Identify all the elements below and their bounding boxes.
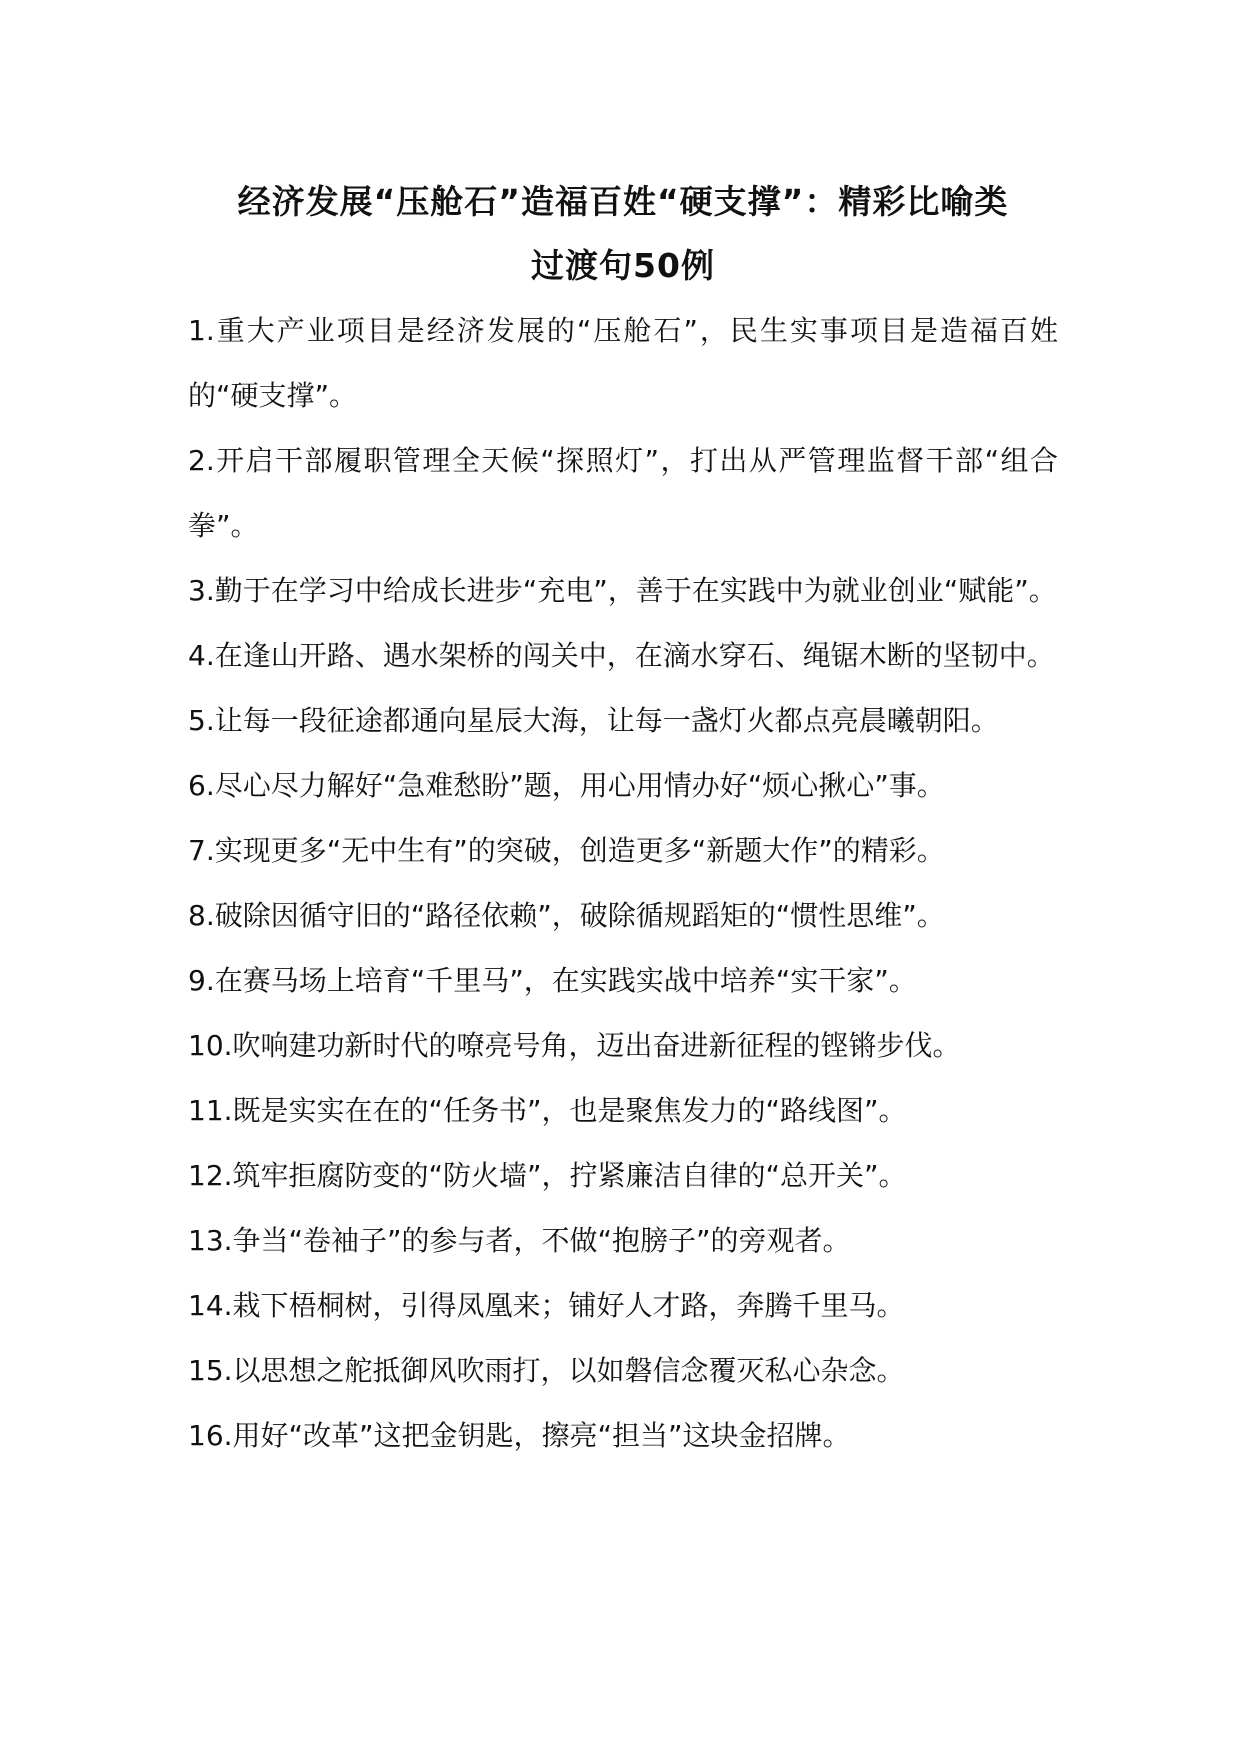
list-item: 4.在逢山开路、遇水架桥的闯关中，在滴水穿石、绳锯木断的坚韧中。 [188,639,1055,672]
document-title [188,170,1058,298]
list-item: 7.实现更多“无中生有”的突破，创造更多“新题大作”的精彩。 [188,834,945,867]
list-item: 14.栽下梧桐树，引得凤凰来；铺好人才路，奔腾千里马。 [188,1289,905,1322]
title-line-2: 过渡句50例 [531,246,715,285]
list-item: 16.用好“改革”这把金钥匙，擦亮“担当”这块金招牌。 [188,1419,851,1452]
list-item: 10.吹响建功新时代的嘹亮号角，迈出奋进新征程的铿锵步伐。 [188,1029,961,1062]
list-item: 13.争当“卷袖子”的参与者，不做“抱膀子”的旁观者。 [188,1224,851,1257]
list-item: 9.在赛马场上培育“千里马”，在实践实战中培养“实干家”。 [188,964,917,997]
list-item: 1.重大产业项目是经济发展的“压舱石”，民生实事项目是造福百姓的“硬支撑”。 [188,314,1058,412]
document-page [188,170,1058,1468]
list-item: 8.破除因循守旧的“路径依赖”，破除循规蹈矩的“惯性思维”。 [188,899,945,932]
list-item: 12.筑牢拒腐防变的“防火墙”，拧紧廉洁自律的“总开关”。 [188,1159,907,1192]
list-item: 11.既是实实在在的“任务书”，也是聚焦发力的“路线图”。 [188,1094,907,1127]
list-item: 5.让每一段征途都通向星辰大海，让每一盏灯火都点亮晨曦朝阳。 [188,704,999,737]
title-line-1: 经济发展“压舱石”造福百姓“硬支撑”：精彩比喻类 [237,182,1009,221]
list-item: 2.开启干部履职管理全天候“探照灯”，打出从严管理监督干部“组合拳”。 [188,444,1058,542]
sentence-list [188,298,1058,1468]
list-item: 6.尽心尽力解好“急难愁盼”题，用心用情办好“烦心揪心”事。 [188,769,945,802]
list-item: 15.以思想之舵抵御风吹雨打，以如磐信念覆灭私心杂念。 [188,1354,905,1387]
list-item: 3.勤于在学习中给成长进步“充电”，善于在实践中为就业创业“赋能”。 [188,574,1057,607]
